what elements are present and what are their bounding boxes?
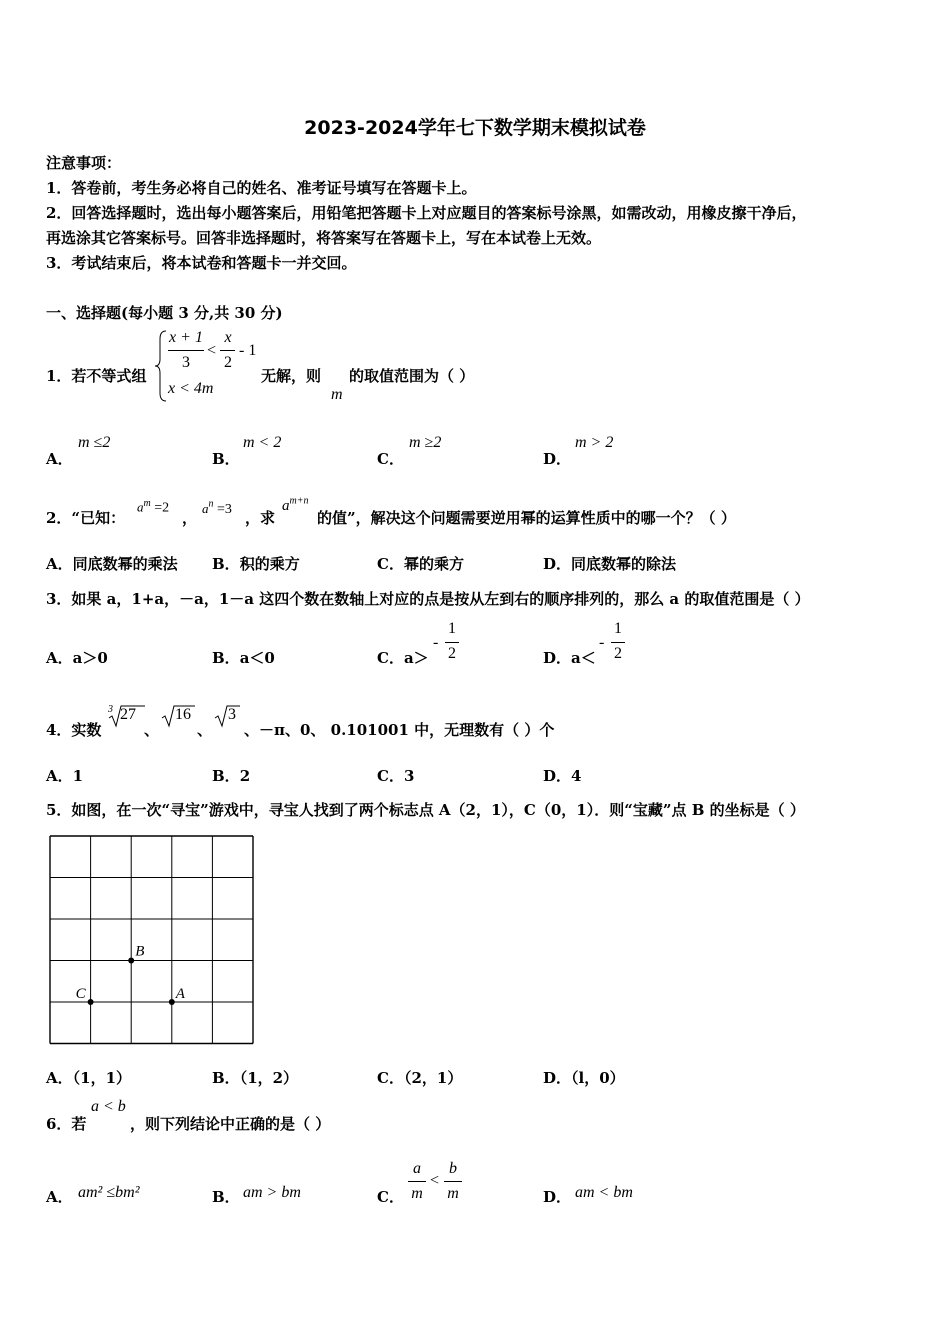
notice-heading: 注意事项： bbox=[46, 154, 122, 172]
q3-option-c-label: C． bbox=[377, 649, 404, 667]
q5-option-b[interactable] bbox=[212, 1067, 298, 1088]
q1-option-a-expr: m ≤2 bbox=[78, 434, 111, 451]
q6-option-a-expr: am² ≤bm² bbox=[78, 1184, 140, 1201]
q5-text: 5．如图，在一次“寻宝”游戏中，寻宝人找到了两个标志点 A（2，1），C（0，1）．则“宝藏”点 B 的坐标是（ ） bbox=[46, 801, 805, 819]
q1-option-b-expr: m < 2 bbox=[243, 434, 282, 451]
q1-suffix2: 的取值范围为（ ） bbox=[349, 367, 475, 385]
q1-frac1-num: x + 1 bbox=[169, 329, 203, 346]
q2-power2 bbox=[202, 498, 232, 518]
q6-option-b[interactable]: B． bbox=[212, 1188, 240, 1206]
q5-option-a-label: A． bbox=[46, 1069, 73, 1087]
q4-root2: 16 bbox=[175, 706, 191, 723]
q2-option-c[interactable] bbox=[377, 553, 464, 574]
q2-option-b-text: 积的乘方 bbox=[239, 555, 300, 573]
notice-item-2: 2．回答选择题时，选出每小题答案后，用铅笔把答题卡上对应题目的答案标号涂黑，如需改动，用橡皮擦干净后， bbox=[46, 204, 807, 222]
q6-option-d-expr: am < bm bbox=[575, 1184, 633, 1201]
q1-option-c[interactable]: C． bbox=[377, 450, 404, 468]
q2-power3 bbox=[282, 495, 308, 515]
q2-power1-base: a bbox=[137, 499, 144, 515]
q1-option-a[interactable]: A． bbox=[46, 450, 73, 468]
q1-option-d-expr: m > 2 bbox=[575, 434, 614, 451]
q3-text: 3．如果 a，1+a，－a，1－a 这四个数在数轴上对应的点是按从左到右的顺序排列的，那么 a 的取值范围是（ ） bbox=[46, 590, 810, 608]
q6-condition: a < b bbox=[91, 1098, 126, 1115]
q2-power1 bbox=[137, 498, 169, 516]
q5-option-c-label: C． bbox=[377, 1069, 404, 1087]
q3-c-bar bbox=[445, 642, 459, 643]
q2-option-c-label: C． bbox=[377, 555, 404, 573]
page-title: 2023-2024学年七下数学期末模拟试卷 bbox=[304, 117, 646, 139]
q1-lt: < bbox=[207, 342, 217, 359]
q4-option-a[interactable] bbox=[46, 765, 83, 786]
q3-option-d-label: D． bbox=[543, 649, 572, 667]
q4-option-d[interactable] bbox=[543, 765, 581, 786]
q3-c-num: 1 bbox=[448, 620, 456, 637]
q2-power1-val: =2 bbox=[150, 500, 170, 516]
q3-option-c-text: a＞ bbox=[403, 649, 429, 667]
q2-option-a-text: 同底数幂的乘法 bbox=[72, 555, 178, 573]
q2-power3-exp: m+n bbox=[289, 495, 309, 507]
q3-c-den: 2 bbox=[448, 645, 456, 662]
q1-option-d[interactable]: D． bbox=[543, 450, 572, 468]
q5-option-d-label: D． bbox=[543, 1069, 572, 1087]
q1-prefix: 1．若不等式组 bbox=[46, 367, 147, 385]
q3-option-b-label: B． bbox=[212, 649, 240, 667]
q4-option-b[interactable] bbox=[212, 765, 250, 786]
q3-option-a[interactable] bbox=[46, 647, 108, 668]
q2-power2-exp: n bbox=[208, 498, 214, 510]
q6-c-num1: a bbox=[413, 1160, 421, 1177]
q1-tail: - 1 bbox=[239, 342, 257, 359]
q4-option-a-label: A． bbox=[46, 767, 73, 785]
q4-root3: 3 bbox=[228, 706, 236, 723]
q2-option-b[interactable] bbox=[212, 553, 300, 574]
q3-d-num: 1 bbox=[614, 620, 622, 637]
q4-root1-index: 3 bbox=[108, 704, 113, 715]
q1-suffix: 无解，则 bbox=[261, 367, 322, 385]
q5-option-d-text: （l，0） bbox=[571, 1069, 625, 1087]
q2-option-c-text: 幂的乘方 bbox=[403, 555, 464, 573]
q6-c-den2: m bbox=[447, 1185, 459, 1202]
q4-prefix: 4．实数 bbox=[46, 721, 102, 739]
q6-c-den1: m bbox=[411, 1185, 423, 1202]
q4-rest: 、－π、0、 0.101001 中，无理数有（ ）个 bbox=[244, 721, 555, 739]
q3-option-c[interactable] bbox=[377, 647, 429, 668]
q4-sep2: 、 bbox=[197, 721, 213, 739]
q6-suffix: ，则下列结论中正确的是（ ） bbox=[130, 1115, 331, 1133]
q2-prefix: 2．“已知： bbox=[46, 509, 126, 527]
q5-option-a[interactable] bbox=[46, 1067, 131, 1088]
q5-option-c[interactable] bbox=[377, 1067, 462, 1088]
q4-option-d-text: 4 bbox=[571, 767, 582, 785]
q1-frac1-den: 3 bbox=[182, 354, 190, 371]
q3-option-d[interactable] bbox=[543, 647, 596, 668]
q3-option-a-label: A． bbox=[46, 649, 73, 667]
q4-sep1: 、 bbox=[144, 721, 160, 739]
q5-option-a-text: （1，1） bbox=[72, 1069, 132, 1087]
q5-option-b-text: （1，2） bbox=[239, 1069, 299, 1087]
q2-option-a-label: A． bbox=[46, 555, 73, 573]
q1-frac1 bbox=[166, 329, 206, 347]
notice-item-1: 1．答卷前，考生务必将自己的姓名、准考证号填写在答题卡上。 bbox=[46, 179, 477, 197]
q2-power3-base: a bbox=[282, 498, 290, 514]
q4-option-b-text: 2 bbox=[239, 767, 251, 785]
q2-option-b-label: B． bbox=[212, 555, 240, 573]
q6-option-a[interactable]: A． bbox=[46, 1188, 73, 1206]
q4-option-c[interactable] bbox=[377, 765, 414, 786]
q1-option-b[interactable]: B． bbox=[212, 450, 240, 468]
q2-suffix: 的值”，解决这个问题需要逆用幂的运算性质中的哪一个？（ ） bbox=[317, 509, 736, 527]
q6-prefix: 6．若 bbox=[46, 1115, 87, 1133]
q3-d-den: 2 bbox=[614, 645, 622, 662]
q6-c-lt: < bbox=[430, 1172, 440, 1189]
q3-d-neg: - bbox=[599, 634, 605, 651]
q5-option-c-text: （2，1） bbox=[403, 1069, 463, 1087]
point-b-label: B bbox=[135, 943, 145, 960]
q1-frac2-bar bbox=[220, 350, 235, 351]
q6-option-d[interactable]: D． bbox=[543, 1188, 572, 1206]
q4-option-a-text: 1 bbox=[72, 767, 84, 785]
q2-option-d-label: D． bbox=[543, 555, 572, 573]
section-heading: 一、选择题(每小题 3 分,共 30 分) bbox=[46, 304, 283, 322]
q6-c-bar1 bbox=[408, 1181, 426, 1182]
q6-c-num2: b bbox=[449, 1160, 457, 1177]
q4-option-c-label: C． bbox=[377, 767, 404, 785]
q2-sep: ， bbox=[182, 509, 198, 527]
q3-option-d-text: a＜ bbox=[571, 649, 596, 667]
q4-option-c-text: 3 bbox=[403, 767, 415, 785]
q3-d-bar bbox=[611, 642, 625, 643]
notice-item-2-cont: 再选涂其它答案标号。回答非选择题时，将答案写在答题卡上，写在本试卷上无效。 bbox=[46, 229, 602, 247]
point-c-label: C bbox=[75, 986, 86, 1002]
q3-option-b[interactable] bbox=[212, 647, 275, 668]
notice-item-3: 3．考试结束后，将本试卷和答题卡一并交回。 bbox=[46, 254, 357, 272]
point-c-marker bbox=[88, 999, 94, 1005]
q1-frac2-num: x bbox=[224, 329, 232, 346]
q1-line2: x < 4m bbox=[168, 380, 214, 397]
point-a-marker bbox=[169, 999, 175, 1005]
q6-c-bar2 bbox=[444, 1181, 462, 1182]
q1-var-m: m bbox=[331, 386, 343, 403]
q5-option-d[interactable] bbox=[543, 1067, 625, 1088]
q2-power1-exp: m bbox=[143, 498, 151, 509]
q2-option-a[interactable] bbox=[46, 553, 178, 574]
point-a-label: A bbox=[175, 986, 185, 1002]
q6-option-b-expr: am > bm bbox=[243, 1184, 301, 1201]
q2-option-d-text: 同底数幂的除法 bbox=[571, 555, 677, 573]
q3-c-neg: - bbox=[433, 634, 439, 651]
q4-root1: 27 bbox=[120, 706, 136, 723]
q6-option-c[interactable]: C． bbox=[377, 1188, 404, 1206]
q2-option-d[interactable] bbox=[543, 553, 676, 574]
q4-option-b-label: B． bbox=[212, 767, 240, 785]
q2-power2-base: a bbox=[202, 501, 209, 516]
q1-option-c-expr: m ≥2 bbox=[409, 434, 442, 451]
q1-frac1-bar bbox=[168, 350, 204, 351]
q2-mid: ，求 bbox=[245, 509, 276, 527]
q3-option-a-text: a＞0 bbox=[72, 649, 108, 667]
q2-power2-val: =3 bbox=[213, 502, 232, 517]
q4-option-d-label: D． bbox=[543, 767, 572, 785]
point-b-marker bbox=[128, 958, 134, 964]
q3-option-b-text: a＜0 bbox=[239, 649, 275, 667]
q5-figure-grid bbox=[48, 834, 258, 1048]
q1-frac2-den: 2 bbox=[224, 354, 232, 371]
q5-option-b-label: B． bbox=[212, 1069, 240, 1087]
